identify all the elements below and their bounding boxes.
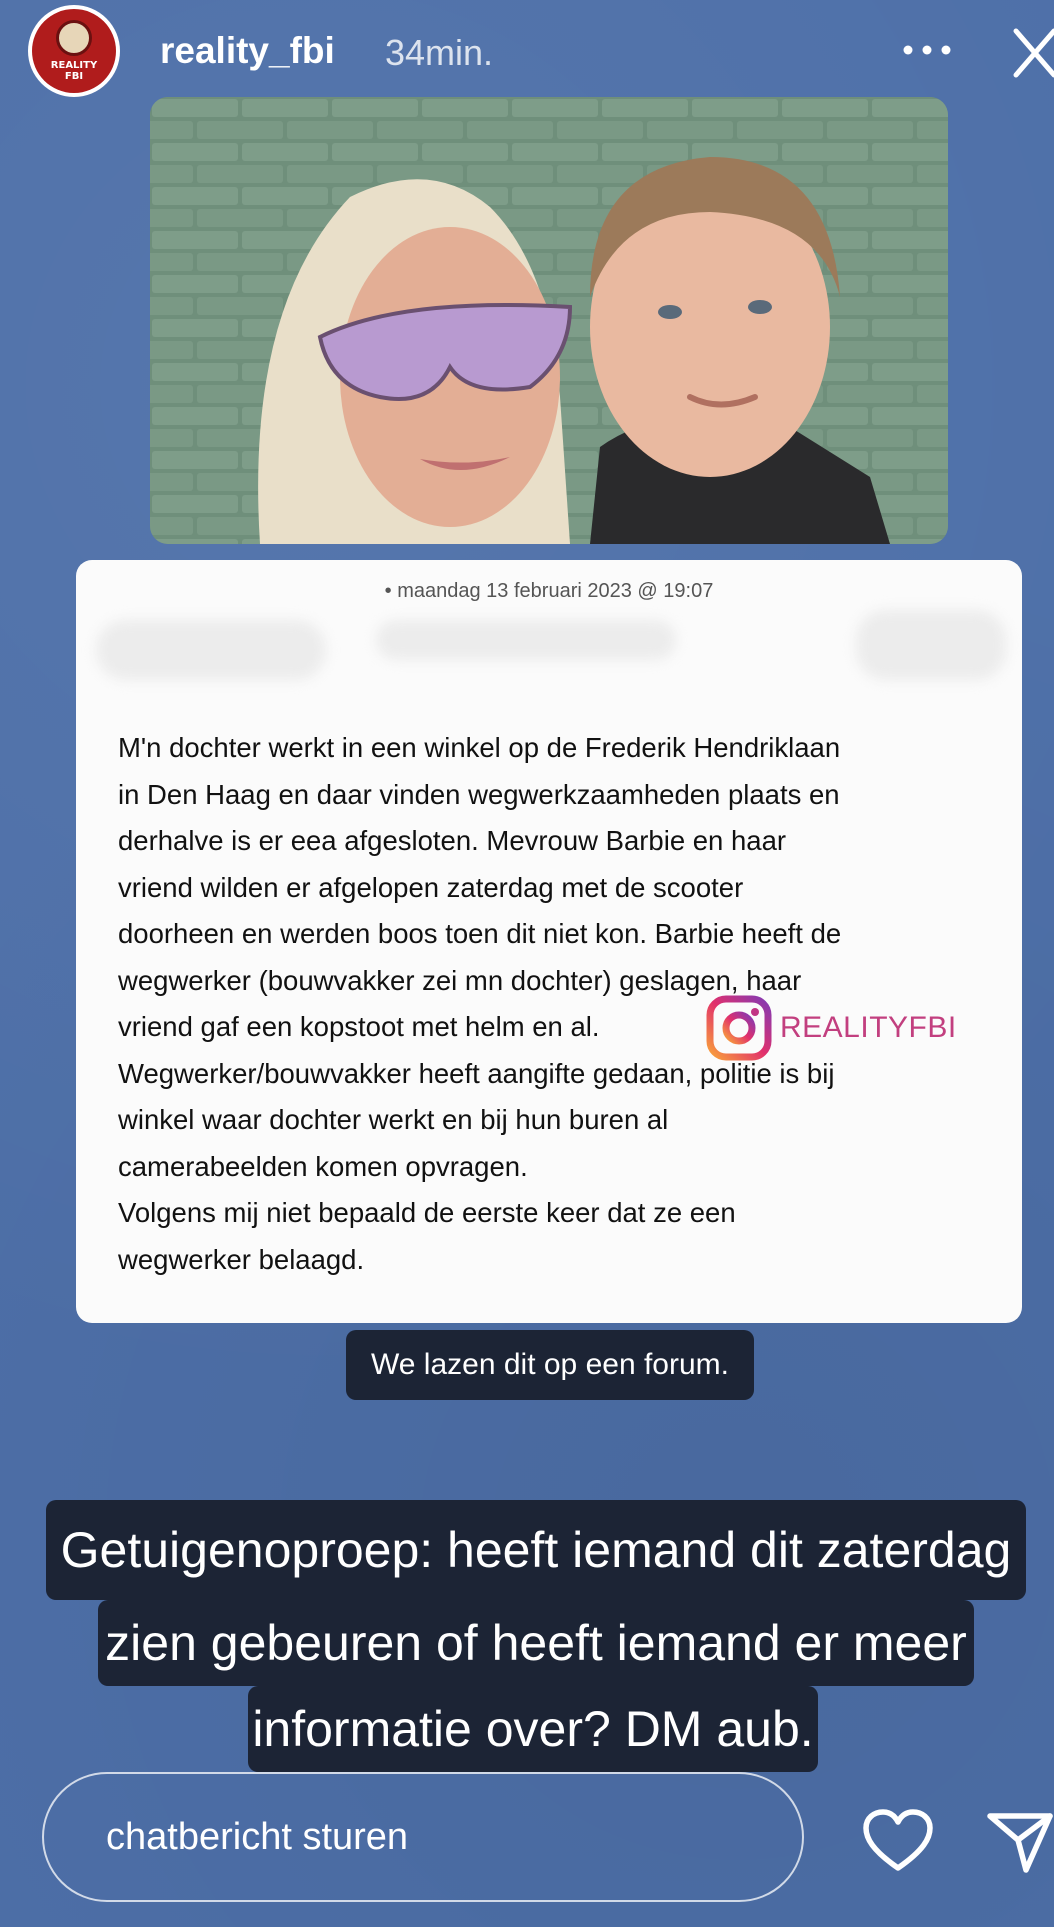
avatar-figure	[56, 20, 92, 56]
instagram-icon	[706, 995, 772, 1061]
post-date: • maandag 13 februari 2023 @ 19:07	[384, 580, 714, 602]
post-time: 34min.	[385, 32, 494, 73]
watermark	[706, 995, 957, 1061]
watermark-text: REALITYFBI	[780, 1011, 957, 1044]
blurred-info	[376, 620, 676, 660]
close-icon[interactable]	[1012, 25, 1054, 80]
couple-photo	[150, 97, 948, 544]
post-body: M'n dochter werkt in een winkel op de Frederik Hendriklaan in Den Haag en daar vinden wegwerkzaamheden plaats en derhalve is er eea afgesloten. Mevrouw Barbie en haar vriend wilden er afgelopen zaterdag met de scooter doorheen en werden boos toen dit niet kon. Barbie heeft de wegwerker (bouwvakker zei mn dochter) geslagen, haar vriend gaf een kopstoot met helm en al. Wegwerker/bouwvakker heeft aangifte gedaan, politie is bij winkel waar dochter werkt en bij hun buren al camerabeelden komen opvragen. Volgens mij niet bepaald de eerste keer dat ze een wegwerker belaagd.	[118, 732, 842, 1275]
caption-call-line1: Getuigenoproep: heeft iemand dit zaterdag	[46, 1500, 1026, 1600]
avatar[interactable]	[28, 5, 120, 97]
blurred-avatar	[856, 610, 1006, 680]
more-icon[interactable]	[900, 35, 954, 65]
heart-icon[interactable]	[862, 1808, 934, 1874]
story-header	[0, 0, 1054, 110]
avatar-text-top: REALITY	[50, 60, 98, 71]
chat-input[interactable]: chatbericht sturen	[42, 1772, 804, 1902]
avatar-logo	[32, 9, 116, 93]
story-photo	[150, 97, 948, 544]
caption-call-line3: informatie over? DM aub.	[248, 1686, 818, 1772]
send-icon[interactable]	[986, 1808, 1054, 1874]
caption-forum: We lazen dit op een forum.	[346, 1330, 754, 1400]
username[interactable]: reality_fbi	[160, 30, 335, 71]
avatar-text-bottom: FBI	[64, 71, 84, 82]
blurred-username	[96, 620, 326, 680]
reply-bar	[0, 1770, 1054, 1927]
forum-post-card	[76, 560, 1022, 1323]
caption-call-line2: zien gebeuren of heeft iemand er meer	[98, 1600, 974, 1686]
